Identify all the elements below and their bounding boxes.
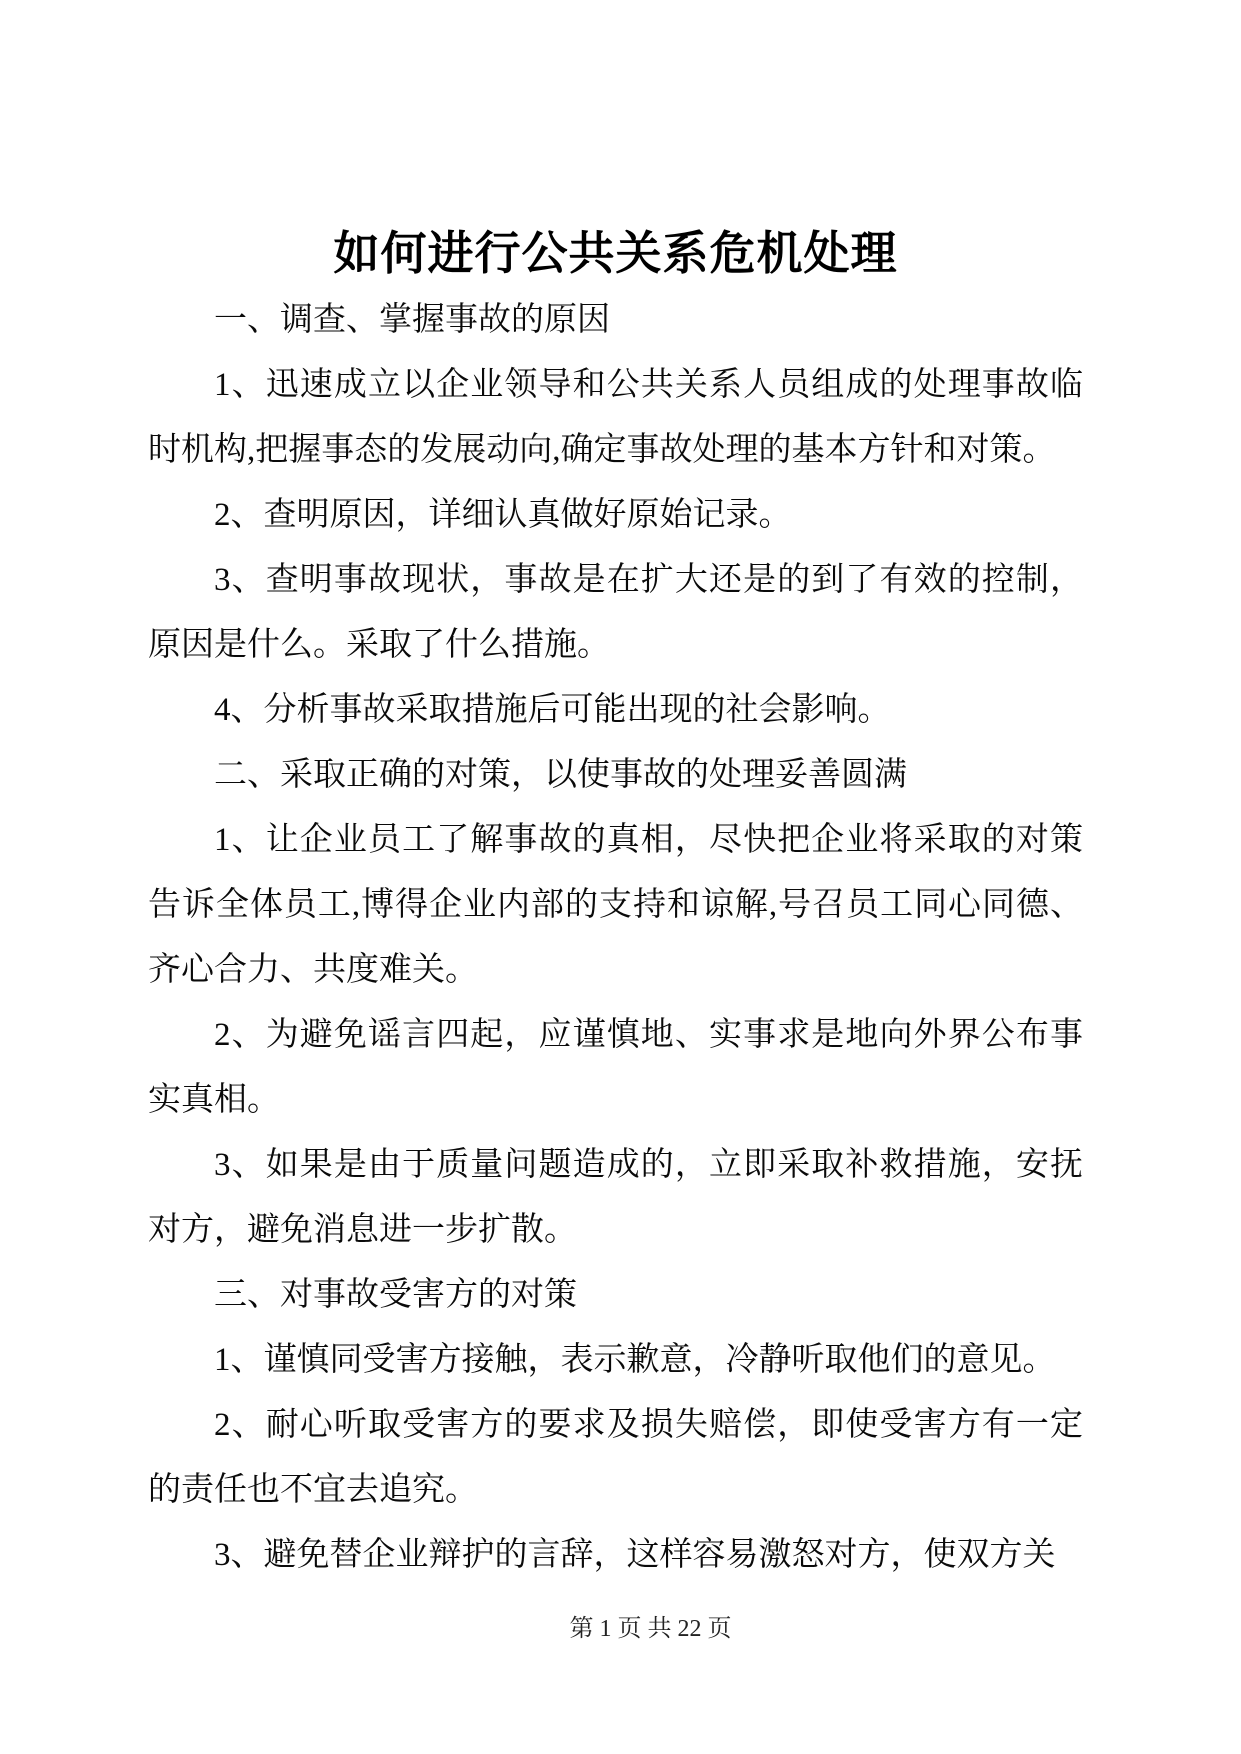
paragraph: 3、如果是由于质量问题造成的，立即采取补救措施，安抚对方，避免消息进一步扩散。	[148, 1147, 1083, 1248]
paragraph: 3、避免替企业辩护的言辞，这样容易激怒对方，使双方关	[214, 1537, 1056, 1573]
page-footer	[0, 1612, 1241, 1646]
document-content	[148, 0, 1083, 1588]
document-body	[148, 288, 1083, 1588]
paragraph: 1、迅速成立以企业领导和公共关系人员组成的处理事故临时机构,把握事态的发展动向,确定事故处理的基本方针和对策。	[148, 367, 1083, 468]
paragraph: 4、分析事故采取措施后可能出现的社会影响。	[214, 692, 891, 728]
paragraph: 一、调查、掌握事故的原因	[214, 302, 610, 338]
page-number-label: 第 1 页 共 22 页	[569, 1616, 732, 1642]
paragraph: 二、采取正确的对策，以使事故的处理妥善圆满	[214, 757, 907, 793]
paragraph: 2、为避免谣言四起，应谨慎地、实事求是地向外界公布事实真相。	[148, 1017, 1083, 1118]
document-title: 如何进行公共关系危机处理	[333, 228, 898, 279]
paragraph: 1、让企业员工了解事故的真相，尽快把企业将采取的对策告诉全体员工,博得企业内部的支持和谅解,号召员工同心同德、齐心合力、共度难关。	[148, 822, 1083, 988]
paragraph: 1、谨慎同受害方接触，表示歉意，冷静听取他们的意见。	[214, 1342, 1056, 1378]
paragraph: 2、查明原因，详细认真做好原始记录。	[214, 497, 792, 533]
paragraph: 三、对事故受害方的对策	[214, 1277, 577, 1313]
paragraph: 3、查明事故现状，事故是在扩大还是的到了有效的控制，原因是什么。采取了什么措施。	[148, 562, 1083, 663]
paragraph: 2、耐心听取受害方的要求及损失赔偿，即使受害方有一定的责任也不宜去追究。	[148, 1407, 1083, 1508]
